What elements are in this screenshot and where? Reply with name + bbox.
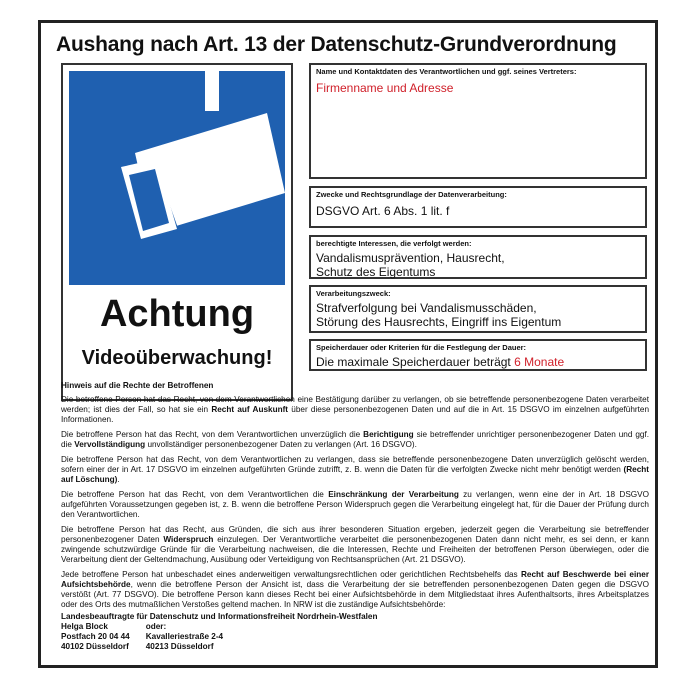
storage-text: Die maximale Speicherdauer beträgt — [316, 354, 515, 369]
field-label: berechtigte Interessen, die verfolgt werden: — [316, 239, 472, 248]
warning-subline: Videoüberwachung! — [81, 347, 273, 369]
right-complaint-paragraph: Jede betroffene Person hat unbeschadet eines anderweitigen verwaltungsrechtlichen oder gerichtlichen Rechtsbehelfs das Recht auf Beschwerde bei einer Aufsichtsbehörde, wenn die betroffene Person der Ansicht ist, dass die Verarbeitung der sie betreffenden personenbezogenen Daten gegen die DSGVO verstößt (Art. 77 DSGVO). Die betroffene Person kann dieses Recht bei einer Aufsichtsbehörde in dem Mitgliedstaat ihres Aufenthaltsorts, ihres Arbeitsplatzes oder des Orts des mutmaßlichen Verstoßes geltend machen. In NRW ist die zuständige Aufsichtsbehörde: — [61, 570, 650, 609]
address-cell: 40102 Düsseldorf — [61, 642, 129, 651]
field-value — [316, 355, 640, 369]
field-label: Speicherdauer oder Kriterien für die Festlegung der Dauer: — [316, 343, 527, 352]
camera-pictogram — [69, 71, 285, 285]
address-cell: Postfach 20 04 44 — [61, 632, 130, 641]
address-cell: oder: — [145, 622, 167, 631]
field-controller — [309, 63, 647, 179]
field-label: Name und Kontaktdaten des Verantwortlichen und ggf. seines Vertreters: — [316, 67, 577, 76]
warning-headline: Achtung — [99, 293, 255, 335]
authority-address — [61, 622, 239, 652]
storage-duration-value: 6 Monate — [514, 354, 565, 369]
supervisory-authority — [61, 612, 649, 652]
field-label: Verarbeitungszweck: — [316, 289, 391, 298]
warning-panel — [61, 63, 293, 401]
right-rectification-paragraph: Die betroffene Person hat das Recht, von dem Verantwortlichen unverzüglich die Berichtigung sie betreffender unrichtiger personenbezogener Daten und ggf. die Vervollständigung unvollständiger personenbezogener Daten zu verlangen (Art. 16 DSGVO). — [61, 430, 649, 449]
address-cell: Helga Block — [61, 622, 108, 631]
field-label: Zwecke und Rechtsgrundlage der Datenverarbeitung: — [316, 190, 507, 199]
field-storage-duration — [309, 339, 647, 371]
right-access-paragraph: Die betroffene Person hat das Recht, von dem Verantwortlichen eine Bestätigung darüber zu verlangen, ob sie betreffende personenbezogene Daten verarbeitet werden; ist dies der Fall, so hat sie ein Recht auf Auskunft über diese personenbezogenen Daten und auf die in Art. 15 DSGVO im einzelnen aufgeführten Informationen. — [61, 395, 649, 424]
address-cell: 40213 Düsseldorf — [145, 642, 214, 651]
authority-name: Landesbeauftragte für Datenschutz und Informationsfreiheit Nordrhein-Westfalen — [61, 612, 378, 621]
rights-heading: Hinweis auf die Rechte der Betroffenen — [61, 381, 214, 390]
field-value: Firmenname und Adresse — [316, 80, 454, 95]
right-objection-paragraph: Die betroffene Person hat das Recht, aus Gründen, die sich aus ihrer besonderen Situation ergeben, jederzeit gegen die Verarbeitung sie betreffender personenbezogener Daten Widerspruch einzulegen. Der Verantwortliche verarbeitet die personenbezogenen Daten dann nicht mehr, es sei denn, er kann zwingende schutzwürdige Gründe für die Verarbeitung nachweisen, die die Interessen, Rechte und Freiheiten der betroffenen Person überwiegen, oder die Verarbeitung dient der Geltendmachung, Ausübung oder Verteidigung von Rechtsansprüchen (Art. 21 DSGVO). — [61, 525, 650, 564]
field-purpose-legal — [309, 186, 647, 228]
camera-icon — [69, 71, 285, 285]
sign-title: Aushang nach Art. 13 der Datenschutz-Grundverordnung — [56, 33, 617, 56]
right-restriction-paragraph: Die betroffene Person hat das Recht, von dem Verantwortlichen die Einschränkung der Verarbeitung zu verlangen, wenn eine der in Art. 18 DSGVO aufgeführten Voraussetzungen gegeben ist, z. B. wenn die betroffene Person Widerspruch gegen die Verarbeitung eingelegt hat, für die Dauer der Prüfung durch den Verantwortlichen. — [61, 490, 650, 519]
field-value: Strafverfolgung bei Vandalismusschäden, Störung des Hausrechts, Eingriff ins Eigentum — [316, 300, 562, 330]
right-erasure-paragraph: Die betroffene Person hat das Recht, von dem Verantwortlichen zu verlangen, dass sie betreffende personenbezogene Daten unverzüglich gelöscht werden, sofern einer der in Art. 17 DSGVO im einzelnen aufgeführten Gründe zutrifft, z. B. wenn die Daten für die verfolgten Zwecke nicht mehr benötigt werden (Recht auf Löschung). — [61, 455, 649, 484]
field-value: DSGVO Art. 6 Abs. 1 lit. f — [316, 203, 450, 218]
field-processing-purpose — [309, 285, 647, 333]
rights-notice — [61, 381, 649, 652]
field-value: Vandalismusprävention, Hausrecht, Schutz des Eigentums — [316, 250, 505, 280]
privacy-notice-sign — [38, 20, 658, 668]
field-interests — [309, 235, 647, 279]
address-cell: Kavalleriestraße 2-4 — [145, 632, 224, 641]
